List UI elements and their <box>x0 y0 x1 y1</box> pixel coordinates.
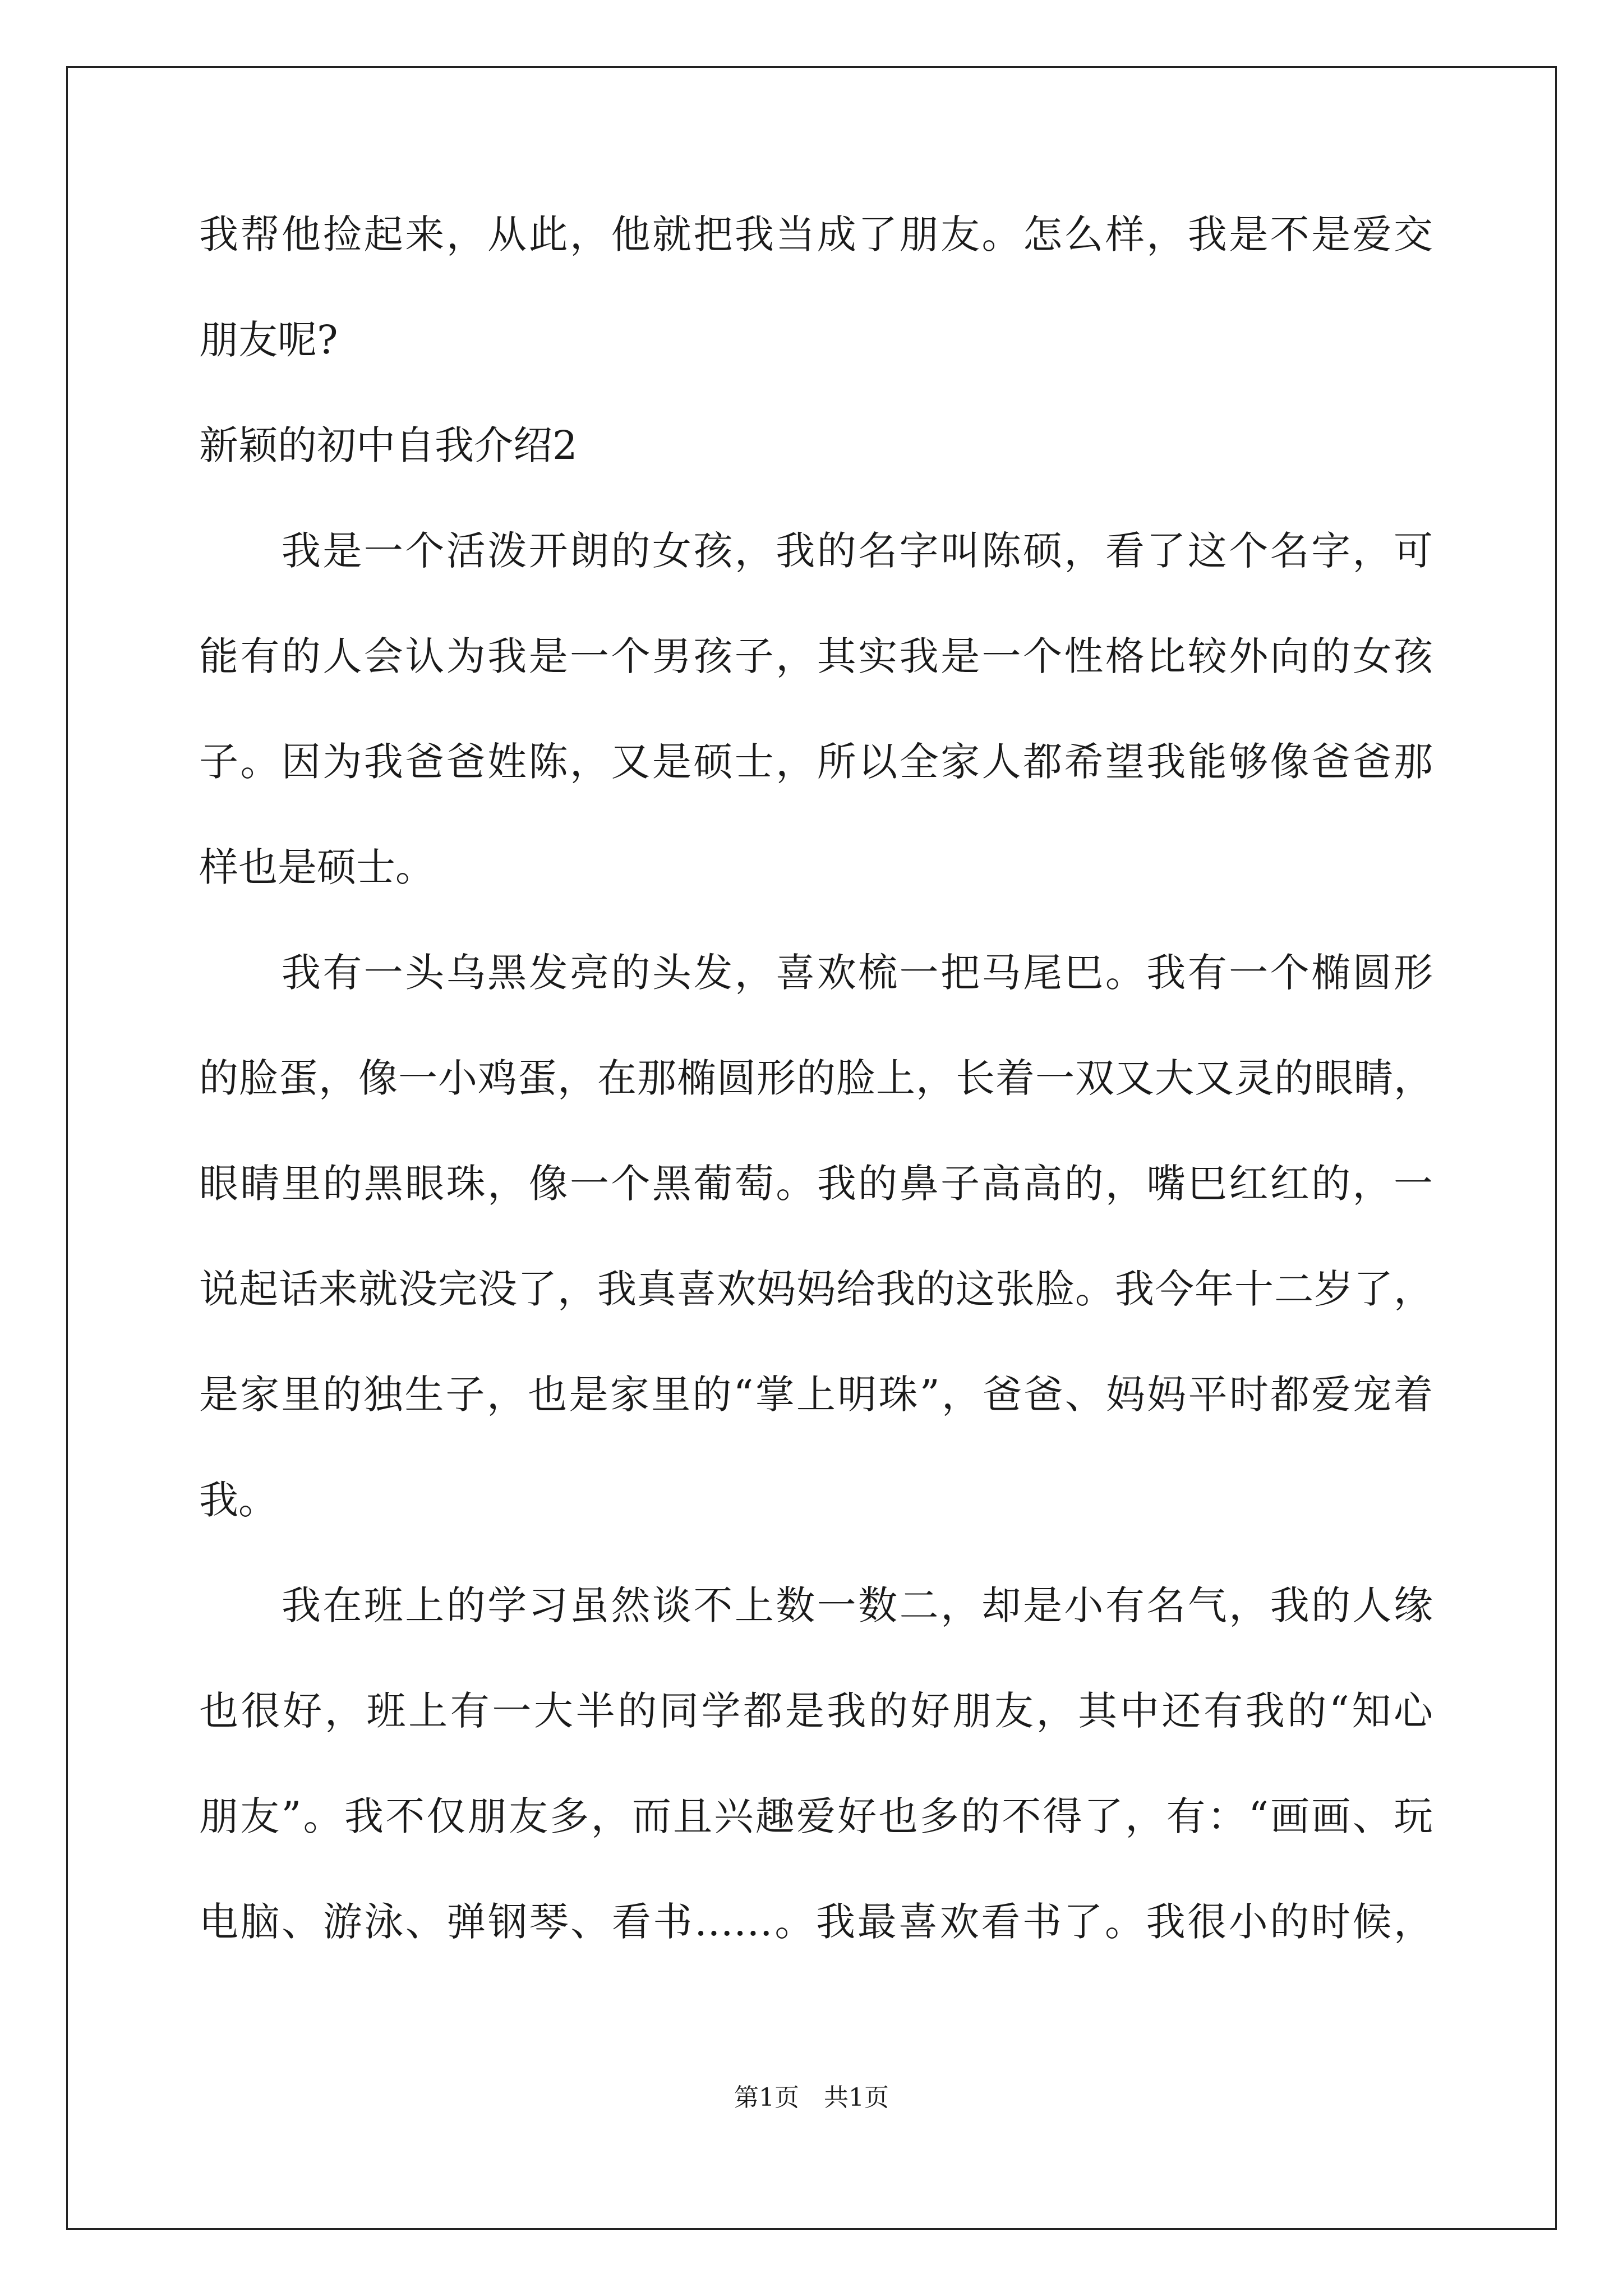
text-line: 朋友”。我不仅朋友多，而且兴趣爱好也多的不得了，有：“画画、玩 <box>199 1793 1433 1839</box>
text-line: 我是一个活泼开朗的女孩，我的名字叫陈硕，看了这个名字，可 <box>199 528 1433 574</box>
text-line: 能有的人会认为我是一个男孩子，其实我是一个性格比较外向的女孩 <box>199 633 1433 679</box>
text-line: 样也是硕士。 <box>199 844 435 890</box>
text-line: 我在班上的学习虽然谈不上数一数二，却是小有名气，我的人缘 <box>199 1582 1433 1628</box>
text-line: 眼睛里的黑眼珠，像一个黑葡萄。我的鼻子高高的，嘴巴红红的，一 <box>199 1161 1433 1207</box>
text-line: 说起话来就没完没了，我真喜欢妈妈给我的这张脸。我今年十二岁了， <box>199 1266 1433 1312</box>
text-line: 新颖的初中自我介绍2 <box>199 422 578 468</box>
page-footer: 第1页 共1页 <box>734 2083 889 2112</box>
text-line: 是家里的独生子，也是家里的“掌上明珠”，爸爸、妈妈平时都爱宠着 <box>199 1372 1433 1418</box>
text-line: 朋友呢? <box>199 317 338 363</box>
text-line: 我有一头乌黑发亮的头发，喜欢梳一把马尾巴。我有一个椭圆形 <box>199 950 1433 996</box>
text-line: 我。 <box>199 1477 278 1523</box>
text-line: 电脑、游泳、弹钢琴、看书……。我最喜欢看书了。我很小的时候， <box>199 1899 1433 1945</box>
text-line: 子。因为我爸爸姓陈，又是硕士，所以全家人都希望我能够像爸爸那 <box>199 739 1433 785</box>
text-line: 也很好，班上有一大半的同学都是我的好朋友，其中还有我的“知心 <box>199 1688 1433 1734</box>
text-line: 我帮他捡起来，从此，他就把我当成了朋友。怎么样，我是不是爱交 <box>199 211 1433 257</box>
document-body <box>199 208 1433 2000</box>
text-line: 的脸蛋，像一小鸡蛋，在那椭圆形的脸上，长着一双又大又灵的眼睛， <box>199 1055 1433 1101</box>
